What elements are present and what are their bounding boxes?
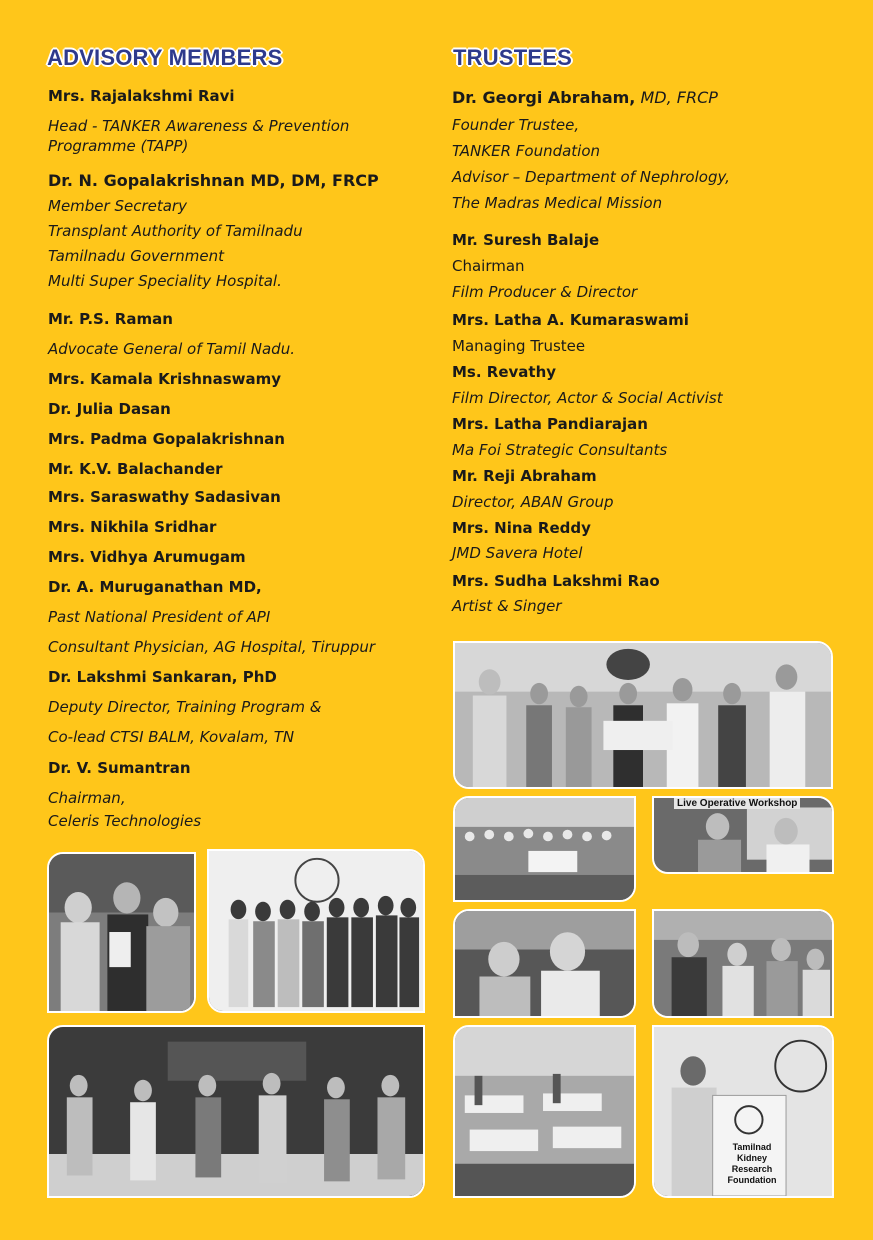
member-role: Advocate General of Tamil Nadu. — [48, 340, 295, 358]
photo-award-ceremony — [47, 852, 196, 1013]
member-role: Head - TANKER Awareness & Prevention — [48, 117, 350, 135]
member-name: Mrs. Padma Gopalakrishnan — [48, 430, 285, 448]
photo-workshop — [652, 796, 834, 874]
trustee-name: Mrs. Latha Pandiarajan — [452, 415, 648, 433]
member-name: Mr. P.S. Raman — [48, 310, 173, 328]
podium-sign-line: Foundation — [727, 1175, 777, 1185]
trustee-role: Ma Foi Strategic Consultants — [452, 441, 668, 459]
podium-sign-line: Kidney — [736, 1153, 767, 1163]
member-role: Chairman, — [48, 789, 126, 807]
member-role: Member Secretary — [48, 197, 187, 215]
trustee-name: Mrs. Sudha Lakshmi Rao — [452, 572, 660, 590]
trustee-role: The Madras Medical Mission — [452, 194, 663, 212]
member-role: Celeris Technologies — [48, 812, 202, 830]
trustee-degree: MD, FRCP — [640, 88, 718, 107]
member-name: Mr. K.V. Balachander — [48, 460, 223, 478]
trustee-role: Managing Trustee — [452, 337, 586, 355]
member-name: Dr. A. Muruganathan MD, — [48, 578, 262, 596]
photo-dance-stage — [47, 1025, 425, 1198]
trustee-role: Film Director, Actor & Social Activist — [452, 389, 723, 407]
trustee-name: Mrs. Latha A. Kumaraswami — [452, 311, 689, 329]
trustee-role: Director, ABAN Group — [452, 493, 614, 511]
photo-dialysis-ward — [453, 1025, 636, 1198]
workshop-banner: Live Operative Workshop — [674, 798, 800, 809]
member-name: Mrs. Vidhya Arumugam — [48, 548, 246, 566]
advisory-heading: ADVISORY MEMBERS — [47, 45, 283, 70]
trustee-role: Film Producer & Director — [452, 283, 638, 301]
trustee-role: TANKER Foundation — [452, 142, 601, 160]
trustee-role: Advisor – Department of Nephrology, — [452, 168, 730, 186]
member-role: Multi Super Speciality Hospital. — [48, 272, 282, 290]
trustee-role: Chairman — [452, 257, 525, 275]
photo-podium-speech — [652, 1025, 834, 1198]
podium-sign-line: Research — [731, 1164, 773, 1174]
podium-sign — [716, 1142, 788, 1186]
trustee-name: Ms. Revathy — [452, 363, 557, 381]
member-name: Dr. N. Gopalakrishnan MD, DM, FRCP — [48, 171, 379, 190]
member-role: Tamilnadu Government — [48, 247, 225, 265]
photo-group-certificates — [207, 849, 425, 1013]
photo-street-rally — [453, 796, 636, 902]
podium-sign-line: Tamilnad — [732, 1142, 772, 1152]
member-name: Mrs. Rajalakshmi Ravi — [48, 87, 235, 105]
trustees-heading: TRUSTEES — [453, 45, 572, 70]
member-role: Deputy Director, Training Program & — [48, 698, 322, 716]
photo-group-signing — [453, 641, 833, 789]
trustee-name: Dr. Georgi Abraham, — [452, 88, 636, 107]
member-role: Consultant Physician, AG Hospital, Tiruppur — [48, 638, 376, 656]
member-role: Programme (TAPP) — [48, 137, 189, 155]
trustee-name: Mrs. Nina Reddy — [452, 519, 591, 537]
member-name: Dr. Julia Dasan — [48, 400, 171, 418]
trustee-role: Artist & Singer — [452, 597, 562, 615]
photo-elderly-group — [453, 909, 636, 1018]
trustee-name: Mr. Suresh Balaje — [452, 231, 600, 249]
trustee-role: Founder Trustee, — [452, 116, 580, 134]
member-role: Transplant Authority of Tamilnadu — [48, 222, 303, 240]
member-name: Mrs. Saraswathy Sadasivan — [48, 488, 281, 506]
member-role: Past National President of API — [48, 608, 271, 626]
trustee-name: Mr. Reji Abraham — [452, 467, 597, 485]
trustee-entry — [452, 88, 718, 107]
member-role: Co-lead CTSI BALM, Kovalam, TN — [48, 728, 295, 746]
trustee-role: JMD Savera Hotel — [452, 544, 583, 562]
member-name: Dr. V. Sumantran — [48, 759, 191, 777]
photo-award-presentation — [652, 909, 834, 1018]
member-name: Dr. Lakshmi Sankaran, PhD — [48, 668, 277, 686]
member-name: Mrs. Kamala Krishnaswamy — [48, 370, 282, 388]
member-name: Mrs. Nikhila Sridhar — [48, 518, 217, 536]
